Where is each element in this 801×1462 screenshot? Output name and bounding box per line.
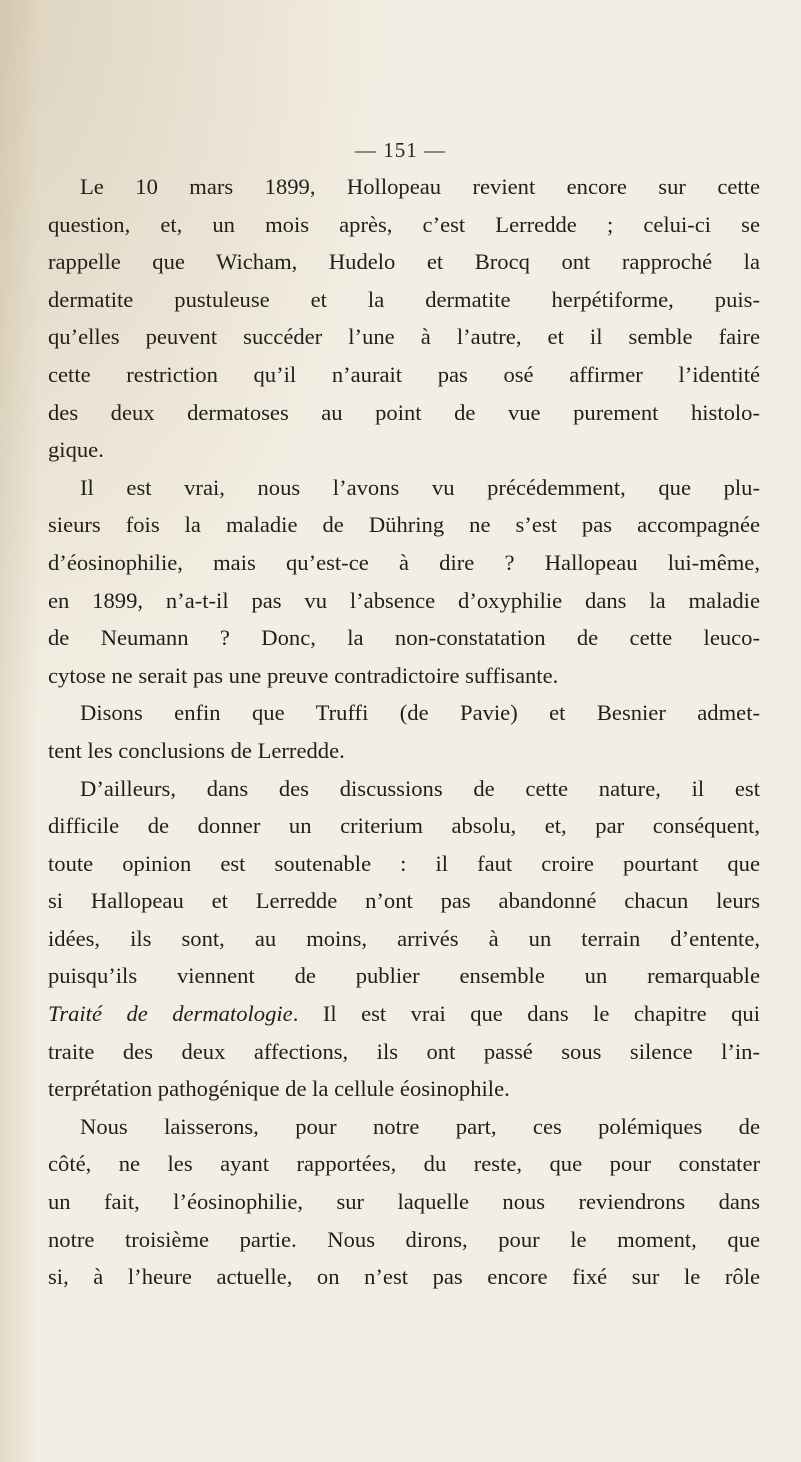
text-line: sieurs fois la maladie de Dühring ne s’est pas accompagnée bbox=[48, 512, 760, 538]
text-line: de Neumann ? Donc, la non-constatation de cette leuco- bbox=[48, 625, 760, 651]
page-number: — 151 — bbox=[355, 138, 446, 162]
text-line: idées, ils sont, au moins, arrivés à un terrain d’entente, bbox=[48, 925, 760, 951]
text-line: gique. bbox=[48, 437, 104, 463]
text-line: si, à l’heure actuelle, on n’est pas encore fixé sur le rôle bbox=[48, 1264, 760, 1290]
text-line: traite des deux affections, ils ont passé sous silence l’in- bbox=[48, 1038, 760, 1064]
text-line: si Hallopeau et Lerredde n’ont pas abandonné chacun leurs bbox=[48, 888, 760, 914]
text-line: tent les conclusions de Lerredde. bbox=[48, 737, 345, 763]
text-line bbox=[48, 995, 760, 1033]
text-line: difficile de donner un criterium absolu, et, par conséquent, bbox=[48, 813, 760, 839]
text-line: Le 10 mars 1899, Hollopeau revient encore sur cette bbox=[80, 174, 760, 199]
text-line: cytose ne serait pas une preuve contradictoire suffisante. bbox=[48, 662, 559, 688]
text-line: D’ailleurs, dans des discussions de cette nature, il est bbox=[80, 775, 760, 801]
text-line: notre troisième partie. Nous dirons, pour le moment, que bbox=[48, 1226, 760, 1252]
text-line: un fait, l’éosinophilie, sur laquelle nous reviendrons dans bbox=[48, 1189, 760, 1215]
text-line: Disons enfin que Truffi (de Pavie) et Besnier admet- bbox=[80, 700, 760, 726]
text-line: puisqu’ils viennent de publier ensemble un remarquable bbox=[48, 963, 760, 989]
text-line: rappelle que Wicham, Hudelo et Brocq ont rapproché la bbox=[48, 249, 760, 275]
text-line: Nous laisserons, pour notre part, ces polémiques de bbox=[80, 1113, 760, 1139]
text-line: des deux dermatoses au point de vue purement histolo- bbox=[48, 399, 760, 425]
text-line: terprétation pathogénique de la cellule éosinophile. bbox=[48, 1076, 510, 1102]
italic-title: Traité de dermatologie bbox=[48, 1001, 293, 1027]
text-line: dermatite pustuleuse et la dermatite herpétiforme, puis- bbox=[48, 286, 760, 312]
text-line-rest: . Il est vrai que dans le chapitre qui bbox=[292, 1001, 760, 1027]
text-line: d’éosinophilie, mais qu’est-ce à dire ? Hallopeau lui-même, bbox=[48, 549, 760, 575]
text-line: question, et, un mois après, c’est Lerredde ; celui-ci se bbox=[48, 211, 760, 237]
text-line: qu’elles peuvent succéder l’une à l’autre, et il semble faire bbox=[48, 324, 760, 350]
body-text bbox=[48, 168, 760, 1296]
text-line: côté, ne les ayant rapportées, du reste, que pour constater bbox=[48, 1151, 760, 1177]
text-line: Il est vrai, nous l’avons vu précédemment, que plu- bbox=[80, 474, 760, 500]
text-line: en 1899, n’a-t-il pas vu l’absence d’oxyphilie dans la maladie bbox=[48, 587, 760, 613]
text-line: cette restriction qu’il n’aurait pas osé affirmer l’identité bbox=[48, 361, 760, 387]
text-line: toute opinion est soutenable : il faut croire pourtant que bbox=[48, 850, 760, 876]
